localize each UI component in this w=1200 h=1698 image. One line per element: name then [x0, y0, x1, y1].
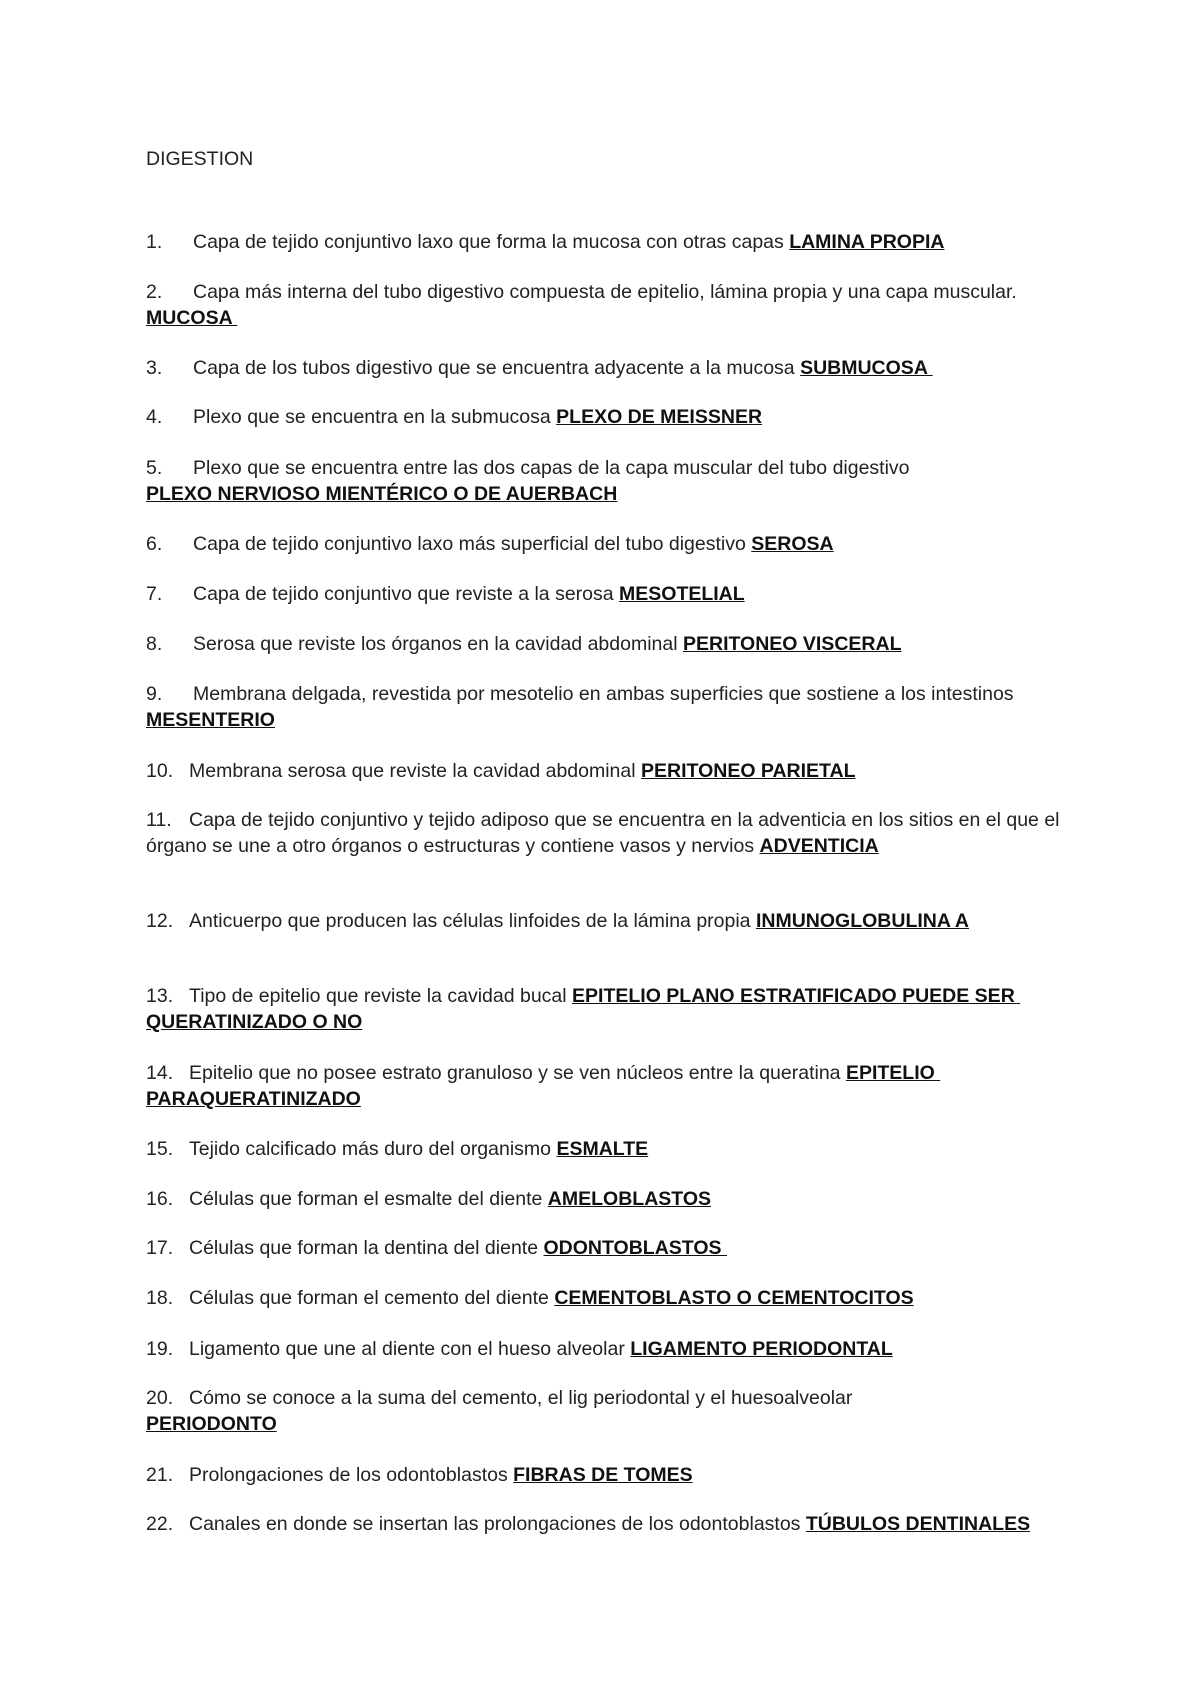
item-number: 4. [146, 406, 163, 428]
item-answer: FIBRAS DE TOMES [513, 1464, 693, 1486]
item-answer: ESMALTE [556, 1138, 649, 1160]
item-text: Plexo que se encuentra entre las dos capas de la capa muscular del tubo digestivo [193, 457, 910, 479]
item-number: 20. [146, 1387, 174, 1409]
item-number: 21. [146, 1464, 174, 1486]
question-item [146, 1462, 1071, 1488]
item-text: Células que forman la dentina del diente [189, 1237, 544, 1259]
question-item [146, 355, 1071, 381]
question-item [146, 1235, 1071, 1261]
question-item [146, 1385, 1071, 1437]
item-number: 11. [146, 809, 172, 831]
question-item [146, 455, 1071, 507]
item-answer: PLEXO DE MEISSNER [556, 406, 763, 428]
item-text: Capa de los tubos digestivo que se encuentra adyacente a la mucosa [193, 357, 801, 379]
item-answer: MUCOSA [146, 307, 238, 329]
item-answer: MESENTERIO [146, 709, 275, 731]
item-text: Plexo que se encuentra en la submucosa [193, 406, 557, 428]
item-answer: LIGAMENTO PERIODONTAL [630, 1338, 893, 1360]
item-answer: PLEXO NERVIOSO MIENTÉRICO O DE AUERBACH [146, 483, 618, 505]
question-item [146, 758, 1071, 784]
item-text: Capa de tejido conjuntivo que reviste a la serosa [193, 583, 620, 605]
item-number: 3. [146, 357, 163, 379]
item-answer: PERITONEO VISCERAL [682, 633, 902, 655]
item-text: Serosa que reviste los órganos en la cavidad abdominal [193, 633, 683, 655]
question-item [146, 908, 1071, 934]
item-answer: MESOTELIAL [619, 583, 745, 605]
item-text: Canales en donde se insertan las prolongaciones de los odontoblastos [189, 1513, 806, 1535]
item-text: Anticuerpo que producen las células linfoides de la lámina propia [189, 910, 756, 932]
question-item [146, 983, 1071, 1035]
document-title: DIGESTION [146, 148, 254, 170]
item-number: 17. [146, 1237, 174, 1259]
item-number: 1. [146, 231, 163, 253]
item-number: 15. [146, 1138, 174, 1160]
item-text: Epitelio que no posee estrato granuloso y se ven núcleos entre la queratina [189, 1062, 846, 1084]
item-answer: PERIODONTO [146, 1413, 277, 1435]
item-answer: SUBMUCOSA [800, 357, 933, 379]
item-number: 7. [146, 583, 163, 605]
item-number: 19. [146, 1338, 174, 1360]
item-answer: CEMENTOBLASTO O CEMENTOCITOS [554, 1287, 914, 1309]
item-number: 16. [146, 1188, 174, 1210]
question-item [146, 1060, 1071, 1112]
question-item [146, 1511, 1071, 1537]
item-text: Células que forman el cemento del diente [189, 1287, 555, 1309]
item-answer: ADVENTICIA [759, 835, 879, 857]
item-number: 18. [146, 1287, 174, 1309]
item-number: 9. [146, 683, 163, 705]
item-number: 12. [146, 910, 174, 932]
question-item [146, 531, 1071, 557]
item-answer: AMELOBLASTOS [547, 1188, 712, 1210]
item-answer: INMUNOGLOBULINA A [755, 910, 969, 932]
item-answer: LAMINA PROPIA [789, 231, 945, 253]
item-text: Prolongaciones de los odontoblastos [189, 1464, 514, 1486]
question-item [146, 229, 1071, 255]
item-number: 6. [146, 533, 163, 555]
item-text: Capa de tejido conjuntivo laxo más superficial del tubo digestivo [193, 533, 752, 555]
item-number: 10. [146, 760, 174, 782]
question-item [146, 404, 1071, 430]
question-item [146, 1336, 1071, 1362]
item-text: Capa más interna del tubo digestivo compuesta de epitelio, lámina propia y una capa muscular. [193, 281, 1017, 303]
item-answer: PERITONEO PARIETAL [641, 760, 856, 782]
item-number: 14. [146, 1062, 174, 1084]
question-item [146, 681, 1071, 733]
item-text: Membrana serosa que reviste la cavidad abdominal [189, 760, 641, 782]
item-text: Membrana delgada, revestida por mesotelio en ambas superficies que sostiene a los intestinos [193, 683, 1014, 705]
item-number: 8. [146, 633, 163, 655]
item-number: 2. [146, 281, 163, 303]
question-item [146, 1285, 1071, 1311]
item-answer: ODONTOBLASTOS [543, 1237, 727, 1259]
question-item [146, 631, 1071, 657]
question-item [146, 1136, 1071, 1162]
item-answer: EPITELIO PLANO ESTRATIFICADO PUEDE SER QUERATINIZADO O NO [146, 985, 1021, 1033]
item-answer: SEROSA [751, 533, 834, 555]
item-text: Cómo se conoce a la suma del cemento, el lig periodontal y el huesoalveolar [189, 1387, 853, 1409]
item-answer: TÚBULOS DENTINALES [805, 1513, 1031, 1535]
question-item [146, 581, 1071, 607]
item-text: Tipo de epitelio que reviste la cavidad bucal [189, 985, 573, 1007]
question-item [146, 279, 1071, 331]
item-text: Células que forman el esmalte del diente [189, 1188, 548, 1210]
question-item [146, 807, 1071, 859]
item-text: Capa de tejido conjuntivo laxo que forma la mucosa con otras capas [193, 231, 790, 253]
item-text: Tejido calcificado más duro del organismo [189, 1138, 557, 1160]
item-text: Capa de tejido conjuntivo y tejido adiposo que se encuentra en la adventicia en los sitios en el que el órgano se une a otro órganos o estructuras y contiene vasos y nervios [146, 809, 1060, 857]
item-text: Ligamento que une al diente con el hueso alveolar [189, 1338, 631, 1360]
question-item [146, 1186, 1071, 1212]
item-number: 5. [146, 457, 163, 479]
item-number: 22. [146, 1513, 174, 1535]
item-number: 13. [146, 985, 174, 1007]
item-answer: EPITELIO PARAQUERATINIZADO [146, 1062, 941, 1110]
